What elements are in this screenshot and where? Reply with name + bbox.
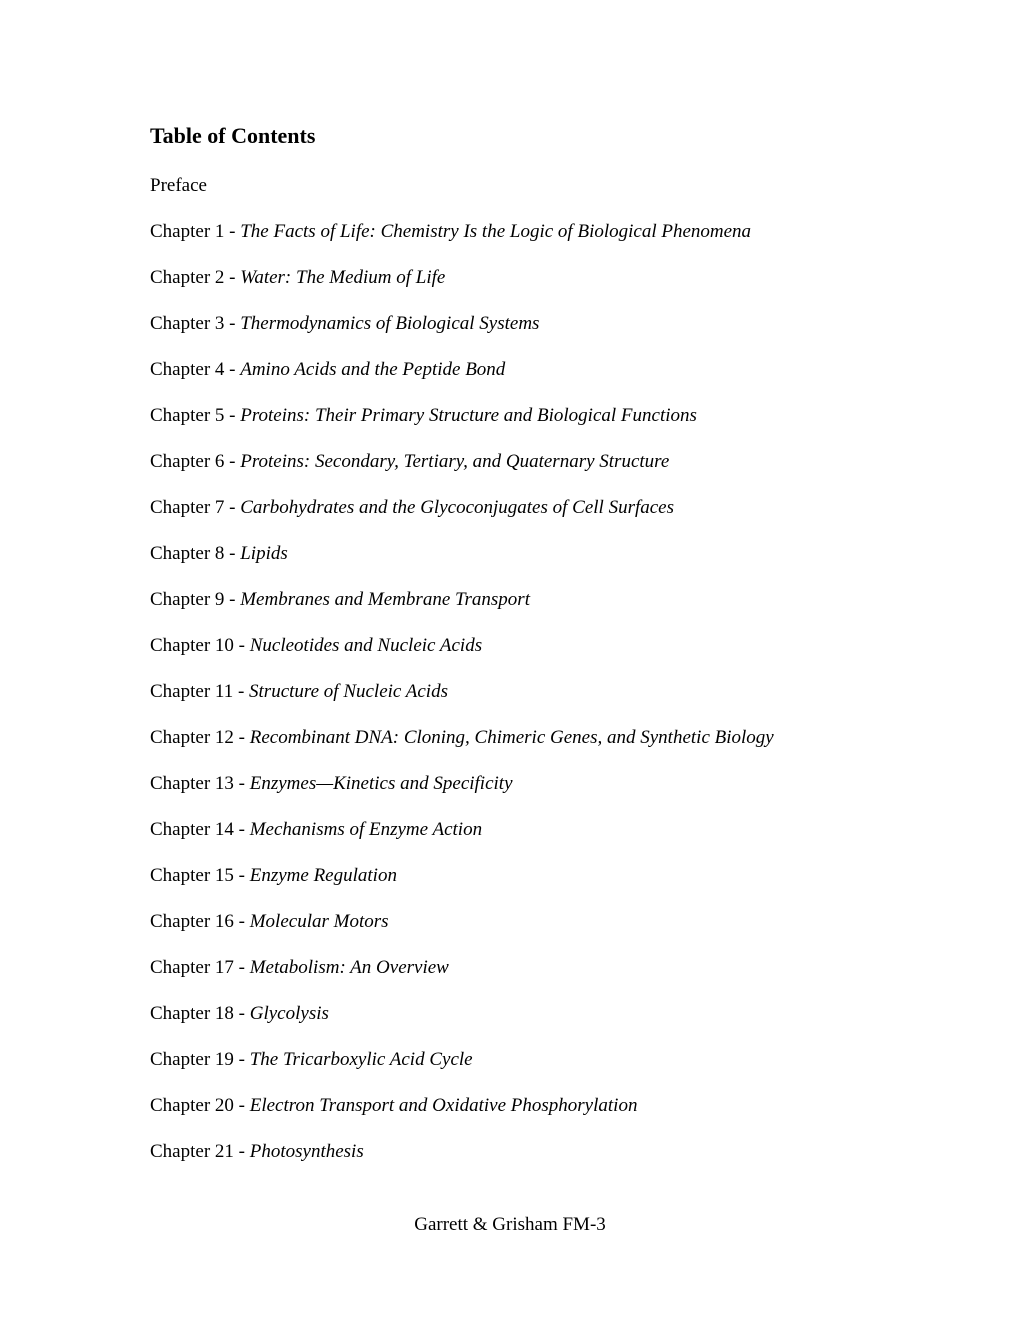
- entry-label: Chapter 19: [150, 1049, 234, 1070]
- entry-separator: -: [224, 543, 241, 564]
- entry-label: Chapter 10: [150, 635, 234, 656]
- entry-separator: -: [233, 1095, 250, 1116]
- entry-label: Chapter 17: [150, 957, 234, 978]
- entry-label: Chapter 15: [150, 865, 234, 886]
- entry-title: Enzyme Regulation: [249, 865, 397, 886]
- entry-label: Chapter 5: [150, 405, 225, 426]
- entry-separator: -: [233, 819, 250, 840]
- entry-separator: -: [233, 1049, 250, 1070]
- entry-label: Chapter 14: [150, 819, 234, 840]
- entry-separator: -: [233, 1003, 250, 1024]
- toc-list: [150, 174, 774, 1186]
- toc-entry-chapter-15: [150, 864, 774, 910]
- toc-entry-chapter-20: [150, 1094, 774, 1140]
- page-title: Table of Contents: [150, 123, 316, 148]
- toc-entry-chapter-5: [150, 404, 774, 450]
- entry-separator: -: [233, 635, 250, 656]
- toc-entry-chapter-1: [150, 220, 774, 266]
- entry-title: Photosynthesis: [249, 1141, 364, 1162]
- toc-entry-chapter-9: [150, 588, 774, 634]
- toc-entry-chapter-4: [150, 358, 774, 404]
- entry-title: Structure of Nucleic Acids: [249, 681, 448, 702]
- entry-separator: -: [233, 911, 250, 932]
- entry-separator: -: [224, 359, 241, 380]
- entry-label: Chapter 3: [150, 313, 225, 334]
- entry-label: Chapter 8: [150, 543, 225, 564]
- entry-separator: -: [224, 267, 241, 288]
- toc-entry-chapter-13: [150, 772, 774, 818]
- toc-entry-chapter-2: [150, 266, 774, 312]
- entry-separator: -: [224, 589, 241, 610]
- entry-separator: -: [233, 957, 250, 978]
- entry-title: The Facts of Life: Chemistry Is the Logic of Biological Phenomena: [240, 221, 752, 242]
- entry-separator: -: [233, 681, 250, 702]
- entry-separator: -: [233, 1141, 250, 1162]
- entry-label: Chapter 2: [150, 267, 225, 288]
- entry-title: Lipids: [240, 543, 288, 564]
- entry-title: Nucleotides and Nucleic Acids: [249, 635, 483, 656]
- toc-entry-chapter-21: [150, 1140, 774, 1186]
- entry-title: Glycolysis: [249, 1003, 329, 1024]
- entry-label: Chapter 13: [150, 773, 234, 794]
- entry-separator: -: [233, 727, 250, 748]
- toc-entry-chapter-18: [150, 1002, 774, 1048]
- entry-title: Electron Transport and Oxidative Phosphorylation: [249, 1095, 638, 1116]
- entry-title: Mechanisms of Enzyme Action: [249, 819, 483, 840]
- entry-label: Chapter 16: [150, 911, 234, 932]
- entry-title: Carbohydrates and the Glycoconjugates of Cell Surfaces: [240, 497, 675, 518]
- entry-title: Recombinant DNA: Cloning, Chimeric Genes, and Synthetic Biology: [249, 727, 774, 748]
- entry-title: Amino Acids and the Peptide Bond: [240, 359, 506, 380]
- entry-separator: -: [224, 451, 241, 472]
- toc-entry-chapter-11: [150, 680, 774, 726]
- entry-label: Chapter 4: [150, 359, 225, 380]
- entry-separator: -: [224, 405, 241, 426]
- entry-label: Chapter 11: [150, 681, 234, 702]
- entry-label: Chapter 6: [150, 451, 225, 472]
- entry-title: Molecular Motors: [249, 911, 389, 932]
- entry-title: Water: The Medium of Life: [240, 267, 446, 288]
- toc-entry-chapter-8: [150, 542, 774, 588]
- entry-label: Chapter 21: [150, 1141, 234, 1162]
- entry-title: Proteins: Secondary, Tertiary, and Quaternary Structure: [240, 451, 670, 472]
- entry-label: Chapter 7: [150, 497, 225, 518]
- toc-entry-chapter-10: [150, 634, 774, 680]
- entry-title: Membranes and Membrane Transport: [240, 589, 530, 610]
- toc-entry-chapter-3: [150, 312, 774, 358]
- entry-label: Chapter 20: [150, 1095, 234, 1116]
- toc-entry-chapter-12: [150, 726, 774, 772]
- entry-label: Chapter 1: [150, 221, 225, 242]
- entry-separator: -: [224, 313, 241, 334]
- entry-label: Preface: [150, 175, 207, 196]
- page-footer: Garrett & Grisham FM-3: [414, 1214, 606, 1235]
- toc-entry-chapter-17: [150, 956, 774, 1002]
- entry-title: Thermodynamics of Biological Systems: [240, 313, 540, 334]
- toc-entry-chapter-6: [150, 450, 774, 496]
- entry-title: Enzymes—Kinetics and Specificity: [249, 773, 513, 794]
- entry-label: Chapter 9: [150, 589, 225, 610]
- toc-entry-preface: [150, 174, 774, 220]
- toc-entry-chapter-16: [150, 910, 774, 956]
- toc-entry-chapter-14: [150, 818, 774, 864]
- entry-title: Proteins: Their Primary Structure and Biological Functions: [240, 405, 697, 426]
- entry-separator: -: [224, 221, 241, 242]
- entry-separator: -: [224, 497, 241, 518]
- entry-title: The Tricarboxylic Acid Cycle: [249, 1049, 473, 1070]
- toc-entry-chapter-19: [150, 1048, 774, 1094]
- entry-separator: -: [233, 773, 250, 794]
- entry-label: Chapter 12: [150, 727, 234, 748]
- entry-separator: -: [233, 865, 250, 886]
- entry-title: Metabolism: An Overview: [249, 957, 449, 978]
- entry-label: Chapter 18: [150, 1003, 234, 1024]
- toc-entry-chapter-7: [150, 496, 774, 542]
